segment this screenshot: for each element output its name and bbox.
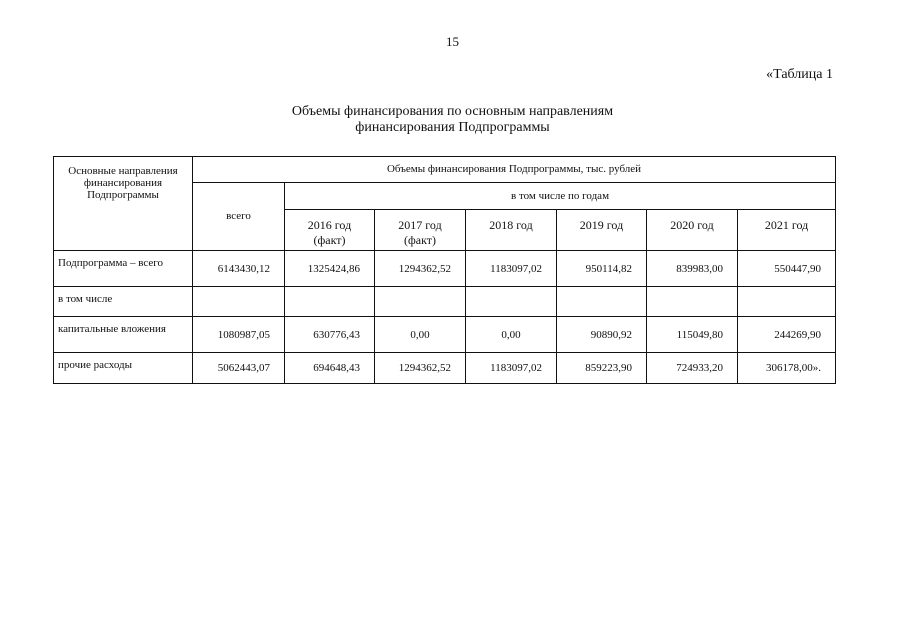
document-title-line-2: финансирования Подпрограммы (355, 120, 550, 135)
header-volumes: Объемы финансирования Подпрограммы, тыс. рублей (193, 157, 836, 183)
cell-2016: 694648,43 (285, 353, 375, 384)
cell-2021: 550447,90 (738, 251, 836, 287)
cell-2017: 0,00 (375, 317, 466, 353)
cell-2021: 306178,00». (738, 353, 836, 384)
financing-table (53, 156, 836, 384)
cell-total: 1080987,05 (193, 317, 285, 353)
header-year-2021 (738, 210, 836, 251)
cell-2018: 1183097,02 (466, 353, 557, 384)
cell-2017 (375, 287, 466, 317)
header-directions: Основные направления финансирования Подпрограммы (54, 157, 193, 251)
cell-2020: 724933,20 (647, 353, 738, 384)
year-note: (факт) (403, 233, 436, 247)
table-row-including (54, 287, 836, 317)
row-label: капитальные вложения (54, 317, 193, 353)
header-by-years: в том числе по годам (285, 183, 836, 210)
cell-2017: 1294362,52 (375, 251, 466, 287)
cell-2016 (285, 287, 375, 317)
row-label: в том числе (54, 287, 193, 317)
table-row-other-expenses (54, 353, 836, 384)
header-total: всего (193, 183, 285, 251)
cell-2016: 1325424,86 (285, 251, 375, 287)
cell-2020: 115049,80 (647, 317, 738, 353)
year-label: 2016 год (307, 218, 352, 232)
year-label: 2018 год (489, 218, 533, 232)
cell-2019 (557, 287, 647, 317)
header-year-2020 (647, 210, 738, 251)
year-label: 2019 год (579, 218, 624, 232)
cell-2018: 1183097,02 (466, 251, 557, 287)
header-row-1 (54, 157, 836, 183)
header-year-2018 (466, 210, 557, 251)
page-number: 15 (446, 34, 459, 49)
cell-2020 (647, 287, 738, 317)
header-year-2016 (285, 210, 375, 251)
table-row-capital-investments (54, 317, 836, 353)
document-title-line-1: Объемы финансирования по основным направлениям (291, 104, 614, 119)
cell-2021: 244269,90 (738, 317, 836, 353)
table-row-subprogram-total (54, 251, 836, 287)
cell-2018: 0,00 (466, 317, 557, 353)
cell-2021 (738, 287, 836, 317)
row-label: Подпрограмма – всего (54, 251, 193, 287)
row-label: прочие расходы (54, 353, 193, 384)
header-year-2019 (557, 210, 647, 251)
year-label: 2017 год (398, 218, 442, 232)
cell-total (193, 287, 285, 317)
cell-2019: 90890,92 (557, 317, 647, 353)
year-note: (факт) (313, 233, 346, 247)
cell-2019: 950114,82 (557, 251, 647, 287)
cell-2016: 630776,43 (285, 317, 375, 353)
cell-total: 6143430,12 (193, 251, 285, 287)
cell-2018 (466, 287, 557, 317)
document-title (0, 104, 905, 136)
year-label: 2021 год (764, 218, 809, 232)
cell-2020: 839983,00 (647, 251, 738, 287)
cell-total: 5062443,07 (193, 353, 285, 384)
cell-2019: 859223,90 (557, 353, 647, 384)
year-label: 2020 год (670, 218, 714, 232)
cell-2017: 1294362,52 (375, 353, 466, 384)
table-label: «Таблица 1 (766, 67, 833, 82)
header-year-2017 (375, 210, 466, 251)
